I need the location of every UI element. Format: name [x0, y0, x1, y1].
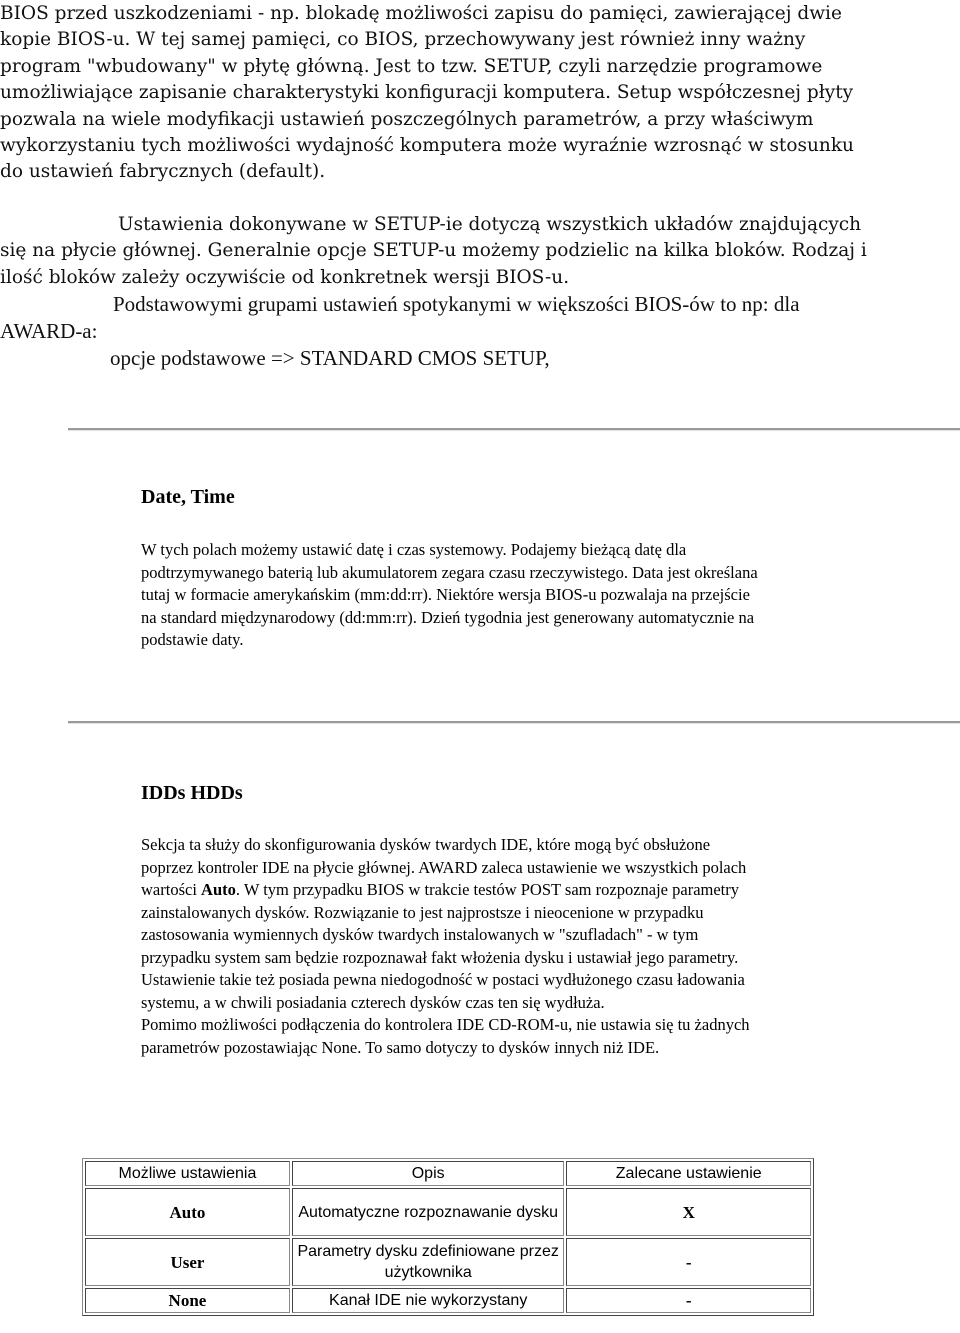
section-body-idd: [141, 834, 761, 1059]
intro-text: [0, 1, 880, 372]
table-cell-recommended: X: [566, 1188, 811, 1236]
section-title-date-time: Date, Time: [141, 486, 235, 508]
table-cell-recommended: -: [566, 1288, 811, 1313]
intro-paragraph-4: opcje podstawowe => STANDARD CMOS SETUP,: [110, 346, 550, 371]
table-row: [85, 1238, 811, 1286]
table-header-row: [85, 1161, 811, 1186]
date-time-text: W tych polach możemy ustawić datę i czas systemowy. Podajemy bieżącą datę dla podtrzymywanego baterią lub akumulatorem zegara czasu rzeczywistego. Data jest określana tutaj w formacie amerykańskim (mm:dd:rr). Niektóre wersja BIOS-u pozwalaja na przejście na standard międzynarodowy (dd:mm:rr). Dzień tygodnia jest generowany automatycznie na podstawie daty.: [141, 540, 758, 649]
section-title-idd: IDDs HDDs: [141, 782, 243, 804]
table-cell-description: Kanał IDE nie wykorzystany: [292, 1288, 565, 1313]
table-row: [85, 1288, 811, 1313]
idd-text-auto: Auto: [201, 880, 236, 899]
table-row: [85, 1188, 811, 1236]
table-cell-description: Parametry dysku zdefiniowane przez użytkownika: [292, 1238, 565, 1286]
section-body-date-time: [141, 539, 761, 652]
table-cell-setting: Auto: [85, 1188, 290, 1236]
divider-1: [68, 428, 960, 431]
table-cell-description: Automatyczne rozpoznawanie dysku: [292, 1188, 565, 1236]
table-header-cell: Możliwe ustawienia: [85, 1161, 290, 1186]
idd-text-a: Sekcja ta służy do skonfigurowania dysków twardych IDE, które mogą być obsłużone poprzez kontroler IDE na płycie głównej. AWARD zaleca ustawienie we wszystkich polach wartości: [141, 835, 747, 899]
table-header-cell: Opis: [292, 1161, 565, 1186]
idd-paragraph-2: Pomimo możliwości podłączenia do kontrolera IDE CD-ROM-u, nie ustawia się tu żadnych parametrów pozostawiając None. To samo dotyczy to dysków innych niż IDE.: [141, 1015, 750, 1057]
table-cell-recommended: -: [566, 1238, 811, 1286]
table-cell-setting: None: [85, 1288, 290, 1313]
table-cell-setting: User: [85, 1238, 290, 1286]
intro-paragraph-3: Podstawowymi grupami ustawień spotykanymi w większości BIOS-ów to np: dla AWARD-a:: [0, 292, 800, 344]
idd-text-b: . W tym przypadku BIOS w trakcie testów POST sam rozpoznaje parametry zainstalowanych dysków. Rozwiązanie to jest najprostsze i nieocenione w przypadku zastosowania wymiennych dysków twardych instalowanych w "szufladach" - w tym przypadku system sam będzie rozpoznawał fakt włożenia dysku i ustawiał jego parametry. Ustawienie takie też posiada pewna niedogodność w postaci wydłużonego czasu ładowania systemu, a w chwili posiadania czterech dysków czas ten się wydłuża.: [141, 880, 745, 1012]
idd-paragraph-1: [141, 834, 761, 1014]
intro-paragraph-2: Ustawienia dokonywane w SETUP-ie dotyczą wszystkich układów znajdujących się na płycie głównej. Generalnie opcje SETUP-u możemy podzielic na kilka bloków. Rodzaj i ilość bloków zależy oczywiście od konkretnek wersji BIOS-u.: [0, 213, 867, 288]
settings-table: [82, 1158, 814, 1316]
table-header-cell: Zalecane ustawienie: [566, 1161, 811, 1186]
divider-2: [68, 721, 960, 724]
intro-paragraph-1: BIOS przed uszkodzeniami - np. blokadę możliwości zapisu do pamięci, zawierającej dwie kopie BIOS-u. W tej samej pamięci, co BIOS, przechowywany jest również inny ważny program "wbudowany" w płytę główną. Jest to tzw. SETUP, czyli narzędzie programowe umożliwiające zapisanie charakterystyki konfiguracji komputera. Setup współczesnej płyty pozwala na wiele modyfikacji ustawień poszczególnych parametrów, a przy właściwym wykorzystaniu tych możliwości wydajność komputera może wyraźnie wzrosnąć w stosunku do ustawień fabrycznych (default).: [0, 3, 854, 183]
